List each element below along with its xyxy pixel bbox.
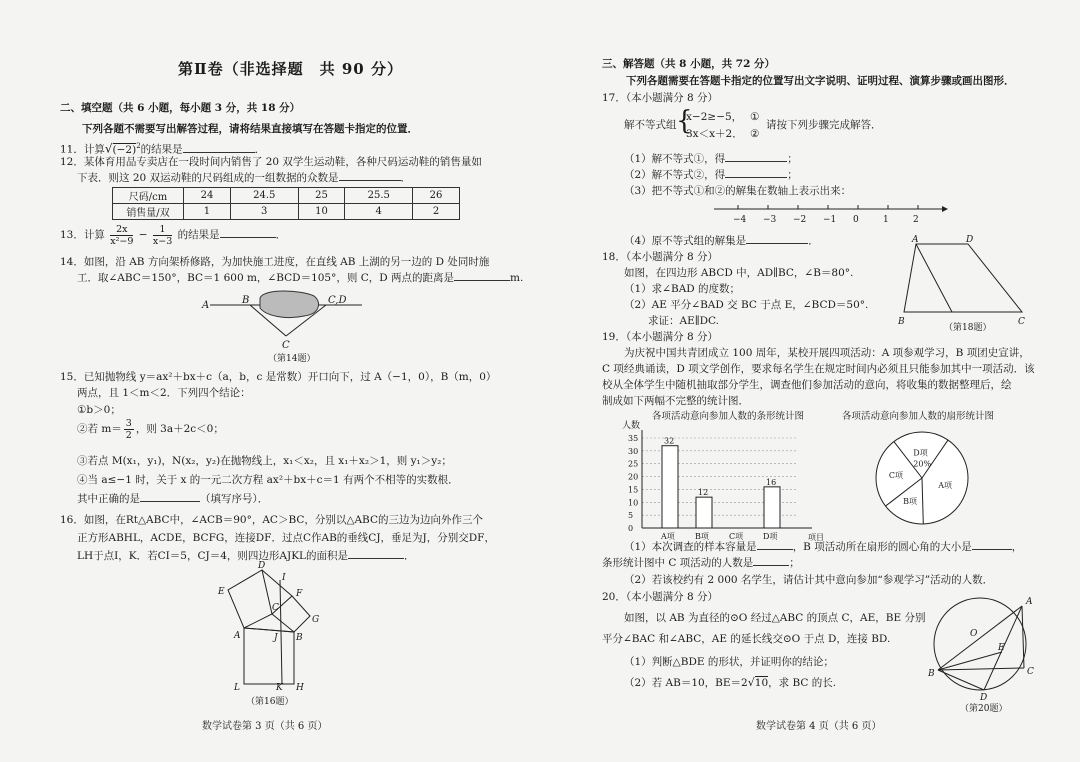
question-12-line2: 下表．则这 20 双运动鞋的尺码组成的一组数据的众数是 ． [77,172,412,184]
pie-slice-percent: 20% [913,459,932,469]
y-tick-label: 25 [628,459,639,469]
question-20-line3: （1）判断△BDE 的形状，并证明你的结论； [624,656,834,668]
question-20-line2: 平分∠BAC 和∠ABC，AE 的延长线交⊙O 于点 D，连接 BD. [602,633,891,645]
figure-caption: （第14题） [268,354,316,364]
answer-blank [746,243,808,244]
table-row: 销售量/双 1 3 10 4 2 [113,204,460,220]
answer-blank [972,549,1012,550]
figure-caption: （第18题） [944,323,992,333]
question-15-line2: 两点，且 1＜m＜2．下列四个结论： [77,387,251,399]
question-18-line1: 如图，在四边形 ABCD 中，AD∥BC，∠B＝80°. [624,267,854,279]
question-14-line1: 14．如图，沿 AB 方向架桥修路，为加快施工进度，在直线 AB 上湖的另一边的 D 处同时施 [60,256,490,268]
label-I: I [282,573,286,583]
y-tick-label: 20 [628,472,639,482]
figure-caption: （第16题） [246,697,294,707]
question-18-line3: （2）AE 平分∠BAD 交 BC 于点 E，∠BCD＝50°. [624,299,869,311]
label-D: D [980,693,988,703]
question-16-line3: LH于点I，K．若CI＝5，CJ＝4，则四边形AJKL的面积是 ． [77,550,415,562]
bar [662,446,678,528]
question-16-line2: 正方形ABHL，ACDE，BCFG，连接DF．过点C作AB的垂线CJ，垂足为J，分别交DF， [77,532,495,544]
shoe-size-table [112,187,460,220]
right-page: 三、解答题（共 8 小题，共 72 分） 下列各题需要在答题卡指定的位置写出文字说明、证明过程、演算步骤或画出图形． 17．（本小题满分 8 分） 解不等式组 { x−2≥−5， 3x＜x＋2． ① ② 请按下列步骤完成解答． （1）解不等式①，得 ； （2）解不等式②，得 ； （3）把不等式①和②的解集在数轴上表示出来： −4 −3 −2 −1 0 1 2 （4）原不等式组的解集是 ． 18．（本小题满分 8 分） 如图，在四边形 ABCD 中，AD∥BC，∠B＝80°. （1）求∠BAD 的度数； （2）AE 平分∠BAD 交 BC 于点 E，∠BCD＝50°. 求证：AE∥DC. A D B C （第18题） 19．（本小题满分 8 分） 为庆祝中国共青团成立 100 周年，某校开展四项活动：A 项参观学习，B 项团史宣讲， C 项经典诵读，D 项文学创作，要求每名学生在规定时间内必须且只能参加其中一项活动．该 校从全体学生中随机抽取部分学生，调查他们参加活动的意向，将收集的数据整理后，绘 制成如下两幅不完整的统计图． 各项活动意向参加人数的条形统计图 0 5 10 15 20 25 30 35 人数 项目 32 A项 12 B项 C项 16 D项 各项活动意向参加人数的扇形统计图 A项 B项 C项 D项 20% （1）本次调查的样本容量是 ，B 项活动所在扇形的圆心角的大小是 ， 条形统计图中 C 项活动的人数是 ； （2）若该校约有 2 000 名学生，请估计其中意向参加“参观学习”活动的人数． 20．（本小题满分 8 分） 如图，以 AB 为直径的⊙O 经过△ABC 的顶点 C，AE，BE 分别 平分∠BAC 和∠ABC，AE 的延长线交⊙O 于点 D，连接 BD. （1）判断△BDE 的形状，并证明你的结论； （2）若 AB＝10，BE＝2√10，求 BC 的长. A O E B C D （第20题） 数学试卷第 4 页（共 6 页） [596,0,1042,762]
pie-chart [872,428,1002,538]
pie-slice-label: A项 [938,481,953,491]
axis-tick-label: 0 [853,215,859,225]
axis-tick-label: −3 [763,215,777,225]
question-19-p1: 为庆祝中国共青团成立 100 周年，某校开展四项活动：A 项参观学习，B 项团史宣讲， [624,347,1030,359]
question-19-p2: C 项经典诵读，D 项文学创作，要求每名学生在规定时间内必须且只能参加其中一项活动．该 [602,363,1035,375]
step-4: （4）原不等式组的解集是 ． [624,235,819,247]
page-footer: 数学试卷第 3 页（共 6 页） [202,721,328,732]
question-20-line4: （2）若 AB＝10，BE＝2√10，求 BC 的长. [624,676,837,689]
bar-value-label: 32 [664,436,675,446]
step-1: （1）解不等式①，得 ； [624,153,798,165]
answer-blank [339,180,401,181]
section-heading: 三、解答题（共 8 小题，共 72 分） [602,58,776,70]
category-label: D项 [763,532,778,541]
answer-blank [183,152,255,153]
answer-blank [140,501,200,502]
question-20-head: 20．（本小题满分 8 分） [602,591,718,603]
left-page [52,0,524,762]
question-19-part1: （1）本次调查的样本容量是 ，B 项活动所在扇形的圆心角的大小是 ， [624,541,1023,553]
question-15-answer: 其中正确的是 （填写序号）． [77,493,269,505]
bar [764,487,780,528]
pie-slice-label: B项 [903,496,918,506]
pie-slice-label: D项 [913,448,928,458]
question-20-line1: 如图，以 AB 为直径的⊙O 经过△ABC 的顶点 C，AE，BE 分别 [624,612,926,624]
label-C: C [1018,317,1025,327]
label-H: H [296,683,304,693]
question-19-p3: 校从全体学生中随机抽取部分学生，调查他们参加活动的意向，将收集的数据整理后，绘 [602,379,1012,391]
axis-tick-label: −2 [793,215,807,225]
label-D: C,D [328,295,347,306]
axis-tick-label: 2 [913,215,919,225]
label-B: B [242,295,250,306]
y-tick-label: 35 [628,434,639,443]
y-tick-label: 30 [628,446,639,456]
category-label: B项 [695,532,709,541]
label-F: F [296,589,303,599]
y-tick-label: 10 [628,498,639,508]
category-label: C项 [729,532,744,541]
label-G: G [312,615,320,625]
label-E: E [218,587,225,597]
question-18-line4: 求证：AE∥DC. [648,315,720,327]
figure-caption: （第20题） [960,704,1008,714]
label-B: B [296,633,303,643]
label-A: A [1026,597,1033,607]
question-19-head: 19．（本小题满分 8 分） [602,331,718,343]
label-A: A [202,300,210,311]
inequality-prompt: 解不等式组 [624,119,677,131]
question-19-part2: （2）若该校约有 2 000 名学生，请估计其中意向参加“参观学习”活动的人数． [624,574,994,586]
label-A: A [912,235,919,245]
question-11: 11．计算$√(-2)^2$的结果是 ． [60,141,266,156]
axis-tick-label: −1 [823,215,837,225]
label-D: D [966,235,974,245]
axis-tick-label: 1 [883,215,889,225]
question-13: 13．计算 $\frac{2x}{\text{x²−9}}$ − $\frac{1}{x-3}$ 的结果是 ． [60,223,287,247]
question-15-line1: 15．已知抛物线 y＝ax²＋bx＋c（a，b，c 是常数）开口向下，过 A（−1，0），B（m，0） [60,371,497,383]
label-E: E [998,643,1005,653]
question-18-line2: （1）求∠BAD 的度数； [624,283,741,295]
conclusion-3: ③若点 M(x₁，y₁)，N(x₂，y₂)在抛物线上，x₁＜x₂，且 x₁＋x₂＞1，则 y₁＞y₂； [77,455,452,467]
y-tick-label: 0 [628,524,634,533]
answer-blank [454,280,510,281]
bar-chart [602,420,832,550]
figure-20 [930,594,1040,714]
number-line [714,202,946,228]
inequality-2: 3x＜x＋2． [686,128,743,140]
inequality-hint: 请按下列步骤完成解答． [766,119,882,131]
section-instruction: 下列各题需要在答题卡指定的位置写出文字说明、证明过程、演算步骤或画出图形． [626,75,1015,87]
answer-blank [725,177,787,178]
page-title: 第Ⅱ卷（非选择题 共 90 分） [178,60,403,78]
step-2: （2）解不等式②，得 ； [624,169,798,181]
label-C: C [282,340,290,351]
answer-blank [220,237,276,238]
axis-tick-label: −4 [733,215,747,225]
label-C: C [1027,667,1034,677]
bar-chart-title: 各项活动意向参加人数的条形统计图 [652,411,805,422]
section-heading: 二、填空题（共 6 小题，每小题 3 分，共 18 分） [60,102,301,114]
question-12-line1: 12．某体育用品专卖店在一段时间内销售了 20 双学生运动鞋，各种尺码运动鞋的销售量如 [60,156,482,168]
answer-blank [757,549,793,550]
label-L: L [234,683,240,693]
pie-chart-title: 各项活动意向参加人数的扇形统计图 [842,411,995,422]
conclusion-4: ④当 a≤−1 时，关于 x 的一元二次方程 ax²＋bx＋c＝1 有两个不相等的实数根． [77,474,459,486]
category-label: A项 [661,532,675,541]
y-axis-label: 人数 [622,421,641,431]
label-K: K [276,683,283,693]
label-O: O [970,629,978,639]
question-19-part1b: 条形统计图中 C 项活动的人数是 ； [602,557,800,569]
label-A: A [234,631,241,641]
bar-value-label: 16 [766,477,777,487]
question-14-line2: 工．取∠ABC＝150°，BC＝1 600 m，∠BCD＝105°，则 C，D 两点的距离是 m. [77,272,524,284]
table-row: 尺码/cm 24 24.5 25 25.5 26 [113,188,460,204]
figure-14 [202,290,362,362]
question-19-p4: 制成如下两幅不完整的统计图． [602,395,749,407]
inequality-1: x−2≥−5， [686,111,743,123]
answer-blank [753,565,789,566]
bar [696,497,712,528]
label-B: B [898,317,905,327]
x-axis-label: 项目 [808,533,824,542]
label-B: B [928,669,935,679]
question-18-head: 18．（本小题满分 8 分） [602,251,718,263]
page-footer: 数学试卷第 4 页（共 6 页） [756,721,882,732]
answer-blank [725,161,787,162]
pie-slice-label: C项 [888,470,904,480]
y-tick-label: 5 [628,511,634,521]
conclusion-2: ②若 m＝ $\frac{3}{2}$ ，则 3a＋2c＜0； [77,417,224,441]
label-D: D [258,561,266,571]
label-C: C [272,603,279,613]
section-instruction: 下列各题不需要写出解答过程，请将结果直接填写在答题卡指定的位置． [82,123,418,135]
label-J: J [274,633,278,643]
y-tick-label: 15 [628,485,639,495]
answer-blank [348,558,404,559]
question-16-line1: 16．如图，在Rt△ABC中，∠ACB＝90°，AC＞BC，分别以△ABC的三边为边向外作三个 [60,514,483,526]
question-17-head: 17．（本小题满分 8 分） [602,92,718,104]
figure-16 [212,561,322,707]
bar-value-label: 12 [698,488,709,498]
step-3: （3）把不等式①和②的解集在数轴上表示出来： [624,185,852,197]
figure-18 [896,234,1036,334]
conclusion-1: ①b＞0； [77,404,121,416]
